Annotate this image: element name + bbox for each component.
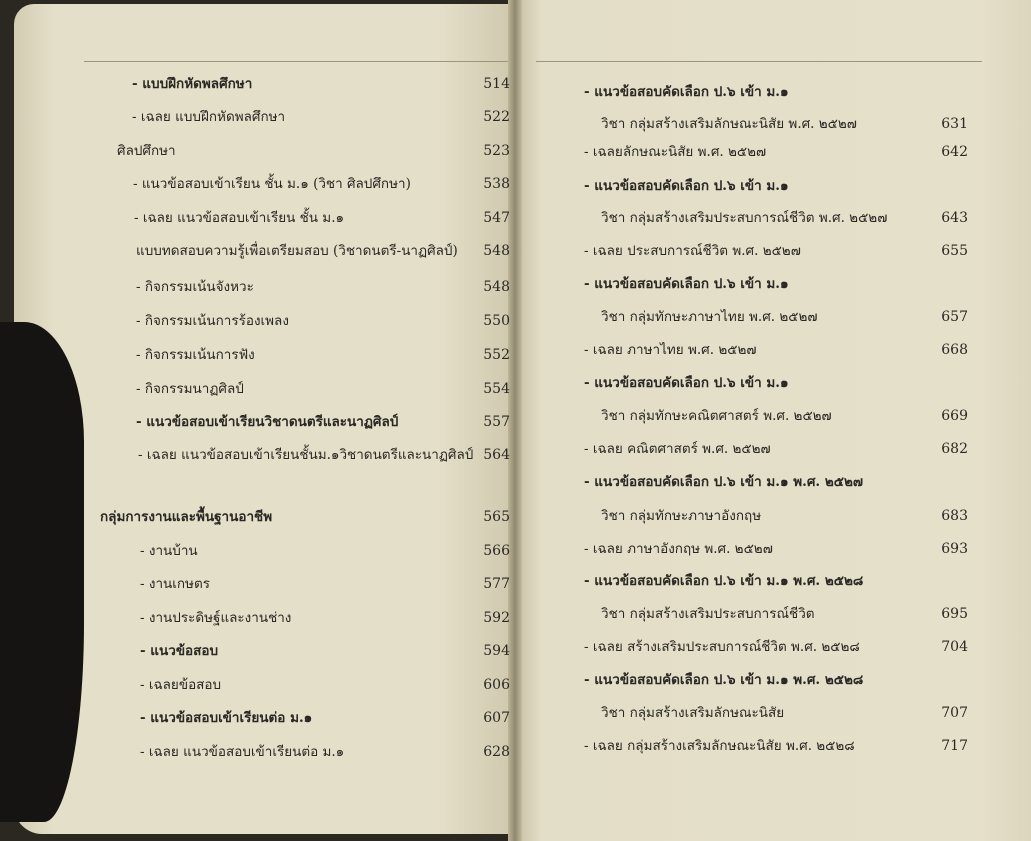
toc-entry-page-number: 707 — [941, 705, 968, 721]
toc-entry — [584, 470, 968, 494]
toc-entry-page-number: 643 — [941, 210, 968, 226]
toc-entry-page-number: 514 — [483, 76, 510, 92]
toc-entry-title: - แนวข้อสอบคัดเลือก ป.๖ เข้า ม.๑ — [584, 178, 789, 194]
toc-entry — [584, 537, 968, 561]
toc-entry-title: - แนวข้อสอบคัดเลือก ป.๖ เข้า ม.๑ — [584, 375, 789, 391]
toc-entry-title: วิชา กลุ่มสร้างเสริมลักษณะนิสัย — [601, 705, 785, 721]
toc-entry — [601, 206, 968, 230]
toc-entry-page-number: 522 — [483, 109, 510, 125]
toc-entry-title: - งานบ้าน — [140, 543, 198, 559]
toc-entry — [136, 410, 510, 434]
toc-entry — [136, 239, 510, 263]
toc-entry-title: - กิจกรรมเน้นการร้องเพลง — [136, 313, 289, 329]
toc-entry-title: - แนวข้อสอบ — [140, 643, 219, 659]
right-page-rule — [536, 61, 982, 62]
toc-entry-page-number: 693 — [941, 541, 968, 557]
toc-entry-title: - แนวข้อสอบคัดเลือก ป.๖ เข้า ม.๑ พ.ศ. ๒๕๒๘ — [584, 573, 864, 589]
toc-entry-page-number: 566 — [483, 543, 510, 559]
toc-entry — [132, 72, 510, 96]
toc-entry-page-number: 552 — [483, 347, 510, 363]
toc-entry-title: วิชา กลุ่มสร้างเสริมลักษณะนิสัย พ.ศ. ๒๕๒๗ — [601, 116, 857, 132]
toc-entry — [584, 371, 968, 395]
toc-entry-title: - เฉลย กลุ่มสร้างเสริมลักษณะนิสัย พ.ศ. ๒๕๒๘ — [584, 738, 855, 754]
toc-entry-title: - แนวข้อสอบเข้าเรียน ชั้น ม.๑ (วิชา ศิลปศึกษา) — [133, 176, 411, 192]
toc-entry — [136, 377, 510, 401]
toc-entry-title: - เฉลย แนวข้อสอบเข้าเรียน ชั้น ม.๑ — [134, 210, 345, 226]
toc-entry — [100, 505, 510, 529]
toc-entry — [601, 305, 968, 329]
toc-entry-title: - แนวข้อสอบคัดเลือก ป.๖ เข้า ม.๑ พ.ศ. ๒๕๒๗ — [584, 474, 863, 490]
toc-entry — [601, 504, 968, 528]
toc-entry — [584, 437, 968, 461]
toc-entry-title: - เฉลย แนวข้อสอบเข้าเรียนต่อ ม.๑ — [140, 744, 345, 760]
toc-entry — [132, 105, 510, 129]
toc-entry-page-number: 554 — [483, 381, 510, 397]
toc-entry-title: - เฉลย แบบฝึกหัดพลศึกษา — [132, 109, 286, 125]
toc-entry-title: - เฉลย สร้างเสริมประสบการณ์ชีวิต พ.ศ. ๒๕๒๘ — [584, 639, 860, 655]
toc-entry-page-number: 695 — [941, 606, 968, 622]
toc-entry — [136, 275, 510, 299]
toc-entry-title: วิชา กลุ่มสร้างเสริมประสบการณ์ชีวิต พ.ศ. ๒๕๒๗ — [601, 210, 888, 226]
toc-entry — [140, 606, 510, 630]
toc-entry — [140, 706, 510, 730]
book-gutter — [508, 0, 522, 841]
toc-entry-page-number: 668 — [941, 342, 968, 358]
toc-entry — [584, 338, 968, 362]
toc-entry-page-number: 548 — [483, 279, 510, 295]
toc-entry-page-number: 628 — [483, 744, 510, 760]
toc-entry-title: - แนวข้อสอบคัดเลือก ป.๖ เข้า ม.๑ — [584, 84, 789, 100]
toc-entry-title: - กิจกรรมเน้นการฟัง — [136, 347, 255, 363]
toc-entry-title: วิชา กลุ่มทักษะภาษาอังกฤษ — [601, 508, 762, 524]
toc-entry-page-number: 564 — [483, 447, 510, 463]
toc-entry — [136, 343, 510, 367]
toc-entry — [584, 635, 968, 659]
toc-entry-title: แบบทดสอบความรู้เพื่อเตรียมสอบ (วิชาดนตรี-นาฏศิลป์) — [136, 243, 458, 259]
toc-entry-page-number: 548 — [483, 243, 510, 259]
toc-entry — [140, 639, 510, 663]
toc-entry-title: - แนวข้อสอบคัดเลือก ป.๖ เข้า ม.๑ — [584, 276, 789, 292]
toc-entry — [584, 239, 968, 263]
toc-entry-title: - เฉลยลักษณะนิสัย พ.ศ. ๒๕๒๗ — [584, 144, 767, 160]
toc-entry — [584, 272, 968, 296]
toc-entry-title: - เฉลย คณิตศาสตร์ พ.ศ. ๒๕๒๗ — [584, 441, 771, 457]
toc-entry-title: - เฉลย ภาษาอังกฤษ พ.ศ. ๒๕๒๗ — [584, 541, 773, 557]
toc-entry — [134, 206, 510, 230]
toc-entry-page-number: 717 — [941, 738, 968, 754]
toc-entry-page-number: 547 — [483, 210, 510, 226]
toc-entry-page-number: 538 — [483, 176, 510, 192]
toc-entry-page-number: 683 — [941, 508, 968, 524]
toc-entry — [601, 112, 968, 136]
toc-entry-page-number: 592 — [483, 610, 510, 626]
toc-entry-title: - แนวข้อสอบเข้าเรียนต่อ ม.๑ — [140, 710, 313, 726]
toc-entry-page-number: 642 — [941, 144, 968, 160]
toc-entry — [140, 539, 510, 563]
toc-entry — [140, 673, 510, 697]
toc-entry — [601, 701, 968, 725]
toc-entry-page-number: 565 — [483, 509, 510, 525]
toc-entry-title: - กิจกรรมเน้นจังหวะ — [136, 279, 254, 295]
toc-entry — [584, 734, 968, 758]
toc-entry-page-number: 550 — [483, 313, 510, 329]
toc-entry-title: - เฉลย แนวข้อสอบเข้าเรียนชั้นม.๑วิชาดนตรีและนาฏศิลป์ — [138, 447, 474, 463]
toc-entry-page-number: 657 — [941, 309, 968, 325]
toc-entry-page-number: 669 — [941, 408, 968, 424]
toc-entry-page-number: 594 — [483, 643, 510, 659]
toc-entry — [584, 140, 968, 164]
toc-entry — [601, 404, 968, 428]
toc-entry — [138, 443, 510, 467]
toc-entry — [584, 174, 968, 198]
toc-entry-page-number: 523 — [483, 143, 510, 159]
toc-entry — [133, 172, 510, 196]
toc-entry-title: - เฉลย ภาษาไทย พ.ศ. ๒๕๒๗ — [584, 342, 757, 358]
left-page-rule — [84, 61, 508, 62]
toc-entry-title: - แนวข้อสอบคัดเลือก ป.๖ เข้า ม.๑ พ.ศ. ๒๕๒๘ — [584, 672, 864, 688]
toc-entry — [584, 668, 968, 692]
toc-entry — [136, 309, 510, 333]
toc-entry-title: - เฉลย ประสบการณ์ชีวิต พ.ศ. ๒๕๒๗ — [584, 243, 801, 259]
toc-entry-page-number: 577 — [483, 576, 510, 592]
toc-entry-title: ศิลปศึกษา — [117, 143, 176, 159]
toc-entry-title: วิชา กลุ่มทักษะภาษาไทย พ.ศ. ๒๕๒๗ — [601, 309, 818, 325]
toc-entry-page-number: 607 — [483, 710, 510, 726]
dark-object-left-edge — [0, 322, 84, 822]
toc-entry-title: - งานประดิษฐ์และงานช่าง — [140, 610, 292, 626]
toc-entry-title: - แนวข้อสอบเข้าเรียนวิชาดนตรีและนาฏศิลป์ — [136, 414, 399, 430]
toc-entry-title: - งานเกษตร — [140, 576, 210, 592]
toc-entry — [117, 139, 510, 163]
toc-entry-page-number: 631 — [941, 116, 968, 132]
toc-entry-title: วิชา กลุ่มทักษะคณิตศาสตร์ พ.ศ. ๒๕๒๗ — [601, 408, 832, 424]
toc-entry — [140, 572, 510, 596]
toc-entry — [601, 602, 968, 626]
toc-entry-page-number: 557 — [483, 414, 510, 430]
toc-entry-title: - เฉลยข้อสอบ — [140, 677, 222, 693]
toc-entry-page-number: 655 — [941, 243, 968, 259]
toc-entry-title: วิชา กลุ่มสร้างเสริมประสบการณ์ชีวิต — [601, 606, 815, 622]
toc-entry-title: - กิจกรรมนาฏศิลป์ — [136, 381, 244, 397]
toc-entry — [584, 80, 968, 104]
toc-entry-title: - แบบฝึกหัดพลศึกษา — [132, 76, 253, 92]
toc-entry — [140, 740, 510, 764]
toc-entry-page-number: 704 — [941, 639, 968, 655]
toc-entry — [584, 569, 968, 593]
toc-entry-title: กลุ่มการงานและพื้นฐานอาชีพ — [100, 509, 273, 525]
toc-entry-page-number: 682 — [941, 441, 968, 457]
toc-entry-page-number: 606 — [483, 677, 510, 693]
